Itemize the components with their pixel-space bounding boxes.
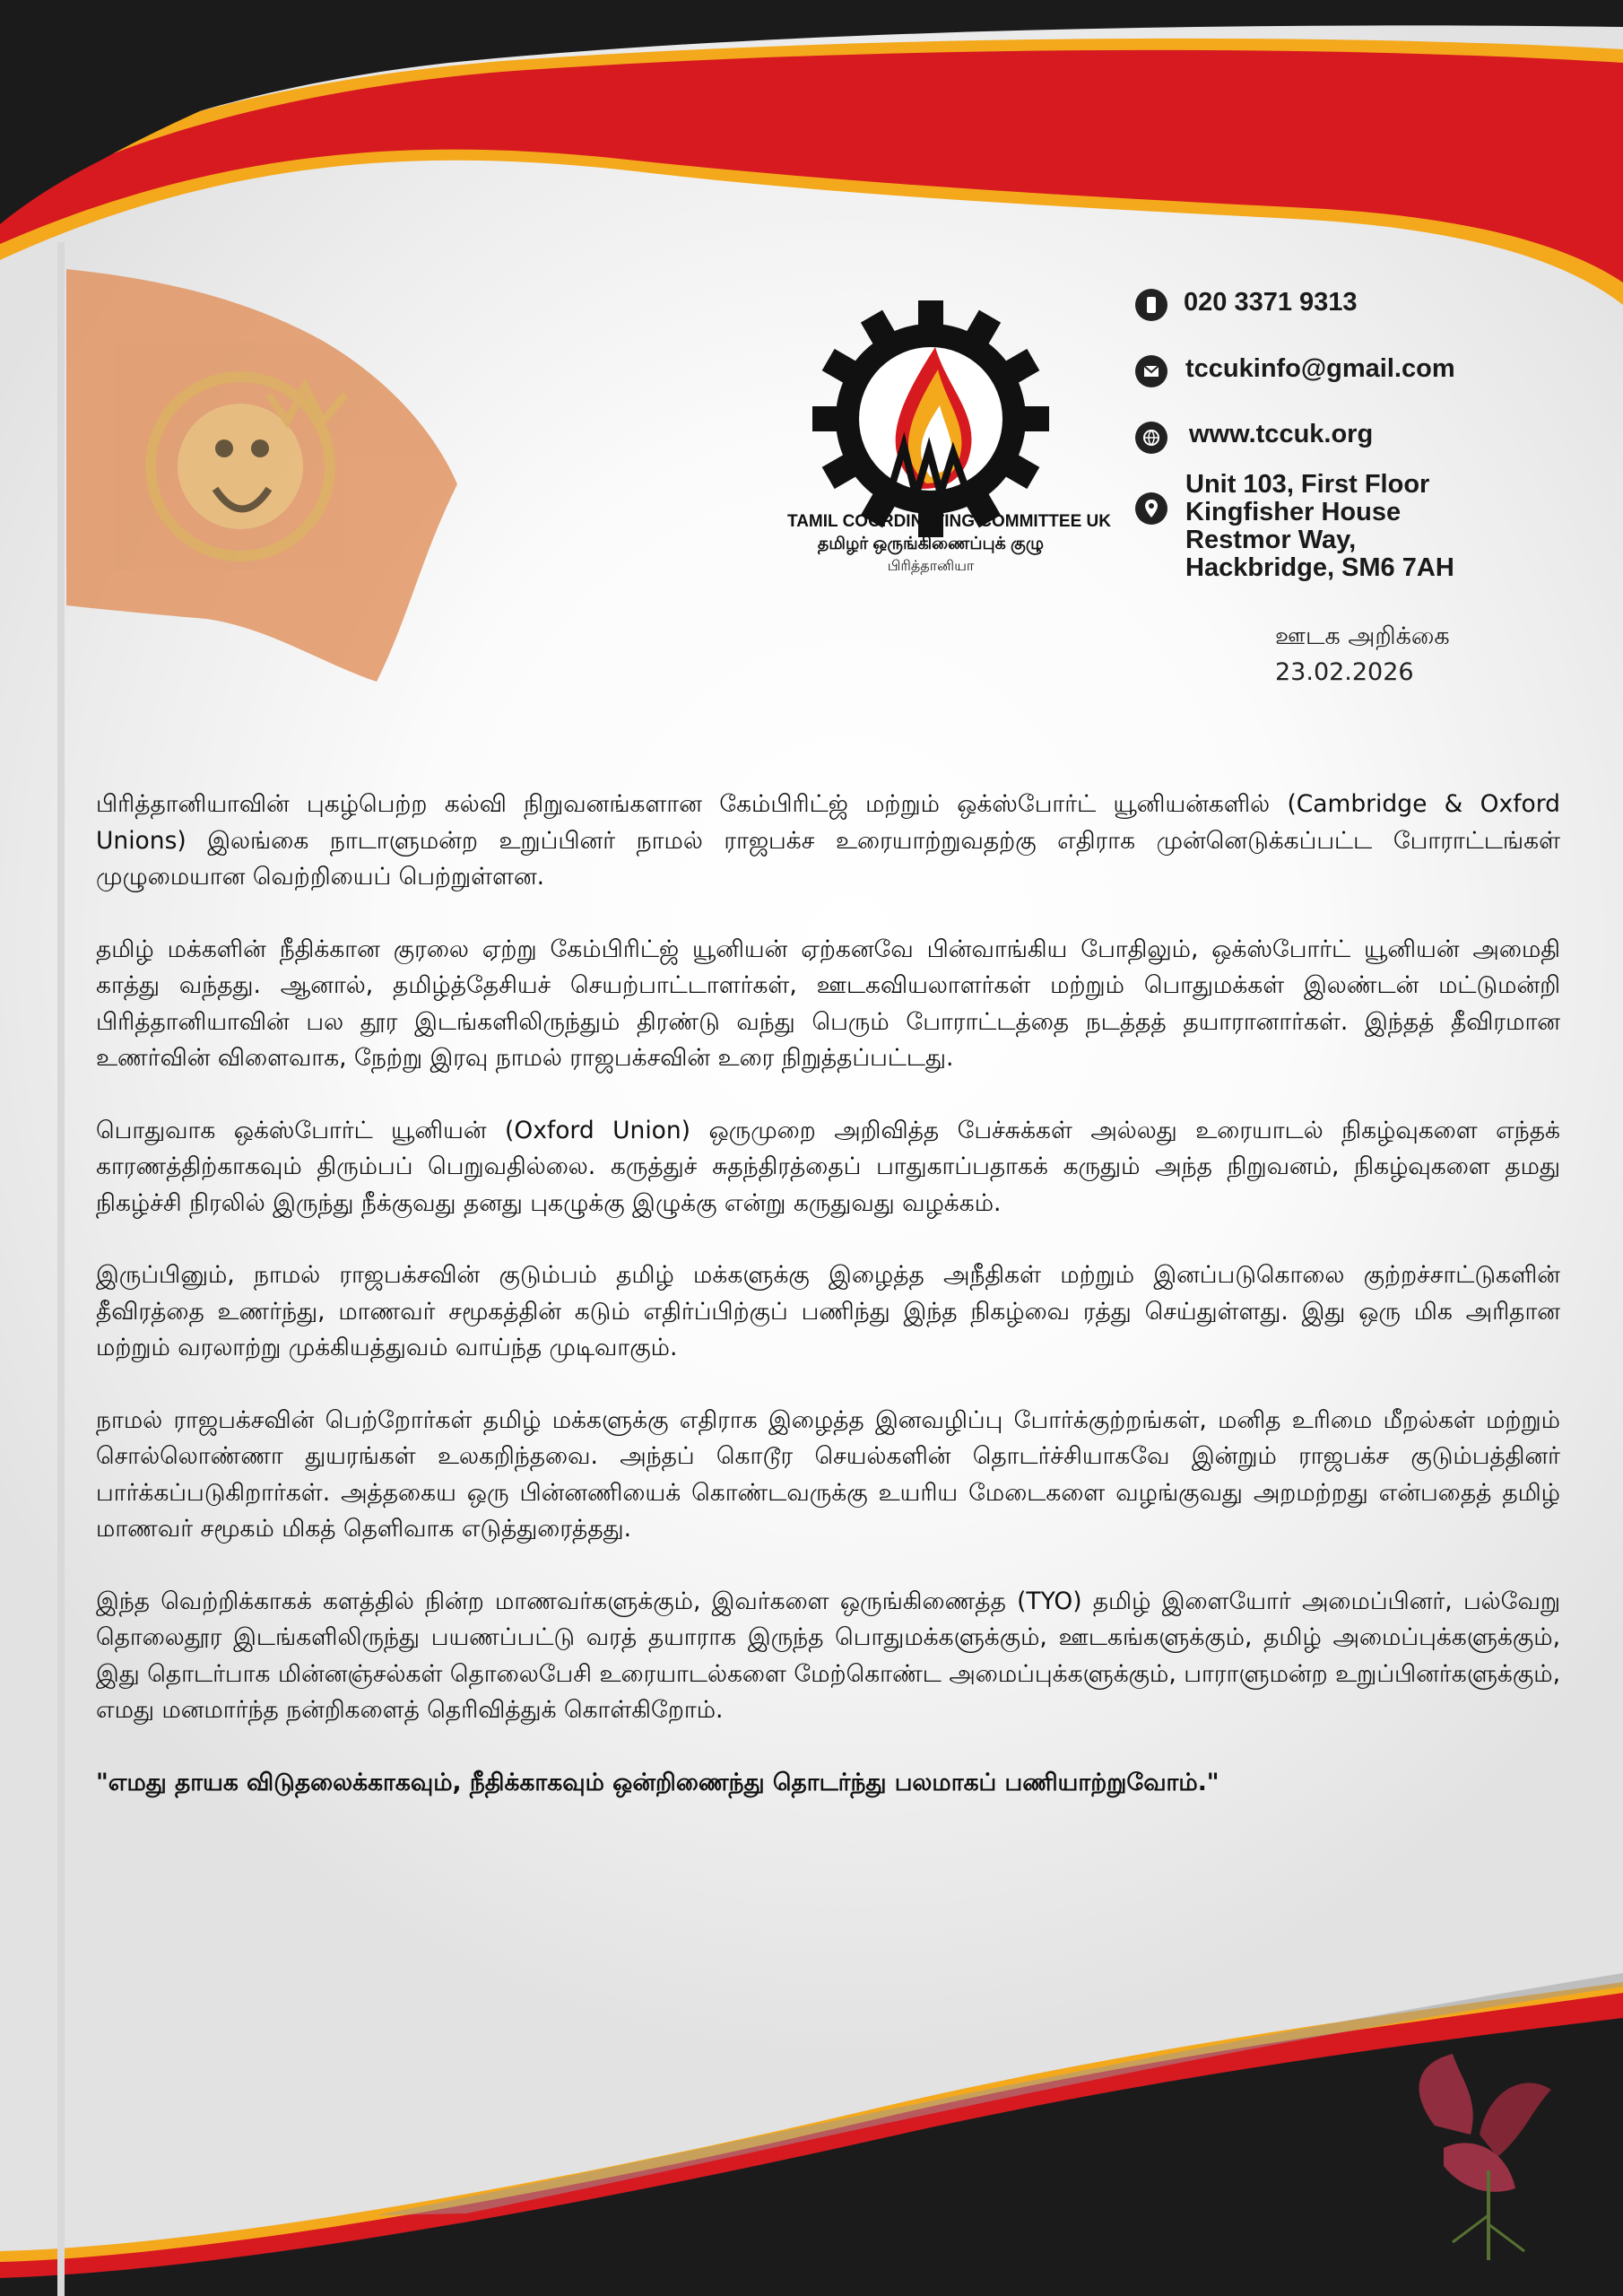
- paragraph: இந்த வெற்றிக்காகக் களத்தில் நின்ற மாணவர்களுக்கும், இவர்களை ஒருங்கிணைத்த (TYO) தமிழ் இளையோர் அமைப்பினர், பல்வேறு தொலைதூர இடங்களிலிருந்து பயணப்பட்டு வரத் தயாராக இருந்த பொதுமக்களுக்கும், ஊடகங்களுக்கும், தமிழ் அமைப்புக்களுக்கும், இது தொடர்பாக மின்னஞ்சல்கள் தொலைபேசி உரையாடல்களை மேற்கொண்ட அமைப்புக்களுக்கும், பாராளுமன்ற உறுப்பினர்களுக்கும், எமது மனமார்ந்த நன்றிகளைத் தெரிவித்துக் கொள்கிறோம்.: [96, 1587, 1560, 1724]
- email-icon: [1135, 355, 1167, 387]
- paragraph: பொதுவாக ஒக்ஸ்போர்ட் யூனியன் (Oxford Union) ஒருமுறை அறிவித்த பேச்சுக்கள் அல்லது உரையாடல் நிகழ்வுகளை எந்தக் காரணத்திற்காகவும் திரும்பப் பெறுவதில்லை. கருத்துச் சுதந்திரத்தைப் பாதுகாப்பதாகக் கருதும் அந்த நிறுவனம், நிகழ்வுகளை தமது நிகழ்ச்சி நிரலில் இருந்து நீக்குவது தனது புகழுக்கு இழுக்கு என்று கருதுவது வழக்கம்.: [96, 1116, 1560, 1217]
- location-pin-icon: [1135, 492, 1167, 525]
- postal-address: [1185, 471, 1454, 582]
- press-release-label: ஊடக அறிக்கை: [1275, 622, 1450, 650]
- closing-quote: "எமது தாயக விடுதலைக்காகவும், நீதிக்காகவும் ஒன்றிணைந்து தொடர்ந்து பலமாகப் பணியாற்றுவோம்.": [96, 1768, 1219, 1796]
- flag-pole: [57, 242, 65, 2296]
- phone-icon: [1135, 289, 1167, 321]
- globe-icon: [1135, 422, 1167, 454]
- statement-body: [96, 787, 1560, 1837]
- phone-number[interactable]: 020 3371 9313: [1184, 288, 1358, 317]
- paragraph: பிரித்தானியாவின் புகழ்பெற்ற கல்வி நிறுவனங்களான கேம்பிரிட்ஜ் மற்றும் ஒக்ஸ்போர்ட் யூனியன்களில் (Cambridge & Oxford Unions) இலங்கை நாடாளுமன்ற உறுப்பினர் நாமல் ராஜபக்ச உரையாற்றுவதற்கு எதிராக முன்னெடுக்கப்பட்ட போராட்டங்கள் முழுமையான வெற்றியைப் பெற்றுள்ளன.: [96, 790, 1560, 891]
- address-line: Unit 103, First Floor: [1185, 470, 1430, 499]
- gear-flame-logo: [812, 300, 1049, 537]
- website-link[interactable]: www.tccuk.org: [1189, 420, 1374, 448]
- logo-caption-english: TAMIL COORDINATING COMMITTEE UK: [787, 512, 1111, 531]
- release-date: 23.02.2026: [1275, 658, 1414, 686]
- address-line: Hackbridge, SM6 7AH: [1185, 553, 1454, 582]
- logo-caption-country: பிரித்தானியா: [887, 559, 975, 574]
- tiger-flag: [66, 269, 457, 682]
- email-address[interactable]: tccukinfo@gmail.com: [1185, 354, 1455, 383]
- logo-caption-tamil: தமிழர் ஒருங்கிணைப்புக் குழு: [817, 535, 1045, 553]
- address-line: Restmor Way,: [1185, 526, 1357, 554]
- address-line: Kingfisher House: [1185, 498, 1402, 526]
- paragraph: இருப்பினும், நாமல் ராஜபக்சவின் குடும்பம் தமிழ் மக்களுக்கு இழைத்த அநீதிகள் மற்றும் இனப்படுகொலை குற்றச்சாட்டுகளின் தீவிரத்தை உணர்ந்து, மாணவர் சமூகத்தின் கடும் எதிர்ப்பிற்குப் பணிந்து இந்த நிகழ்வை ரத்து செய்துள்ளது. இது ஒரு மிக அரிதான மற்றும் வரலாற்று முக்கியத்துவம் வாய்ந்த முடிவாகும்.: [96, 1261, 1560, 1361]
- paragraph: நாமல் ராஜபக்சவின் பெற்றோர்கள் தமிழ் மக்களுக்கு எதிராக இழைத்த இனவழிப்பு போர்க்குற்றங்கள், மனித உரிமை மீறல்கள் மற்றும் சொல்லொண்ணா துயரங்கள் உலகறிந்தவை. அந்தப் கொடூர செயல்களின் தொடர்ச்சியாகவே இன்றும் ராஜபக்ச குடும்பத்தினர் பார்க்கப்படுகிறார்கள். அத்தகைய ஒரு பின்னணியைக் கொண்டவருக்கு உயரிய மேடைகளை வழங்குவது அறமற்றது என்பதைத் தமிழ் மாணவர் சமூகம் மிகத் தெளிவாக எடுத்துரைத்தது.: [96, 1405, 1560, 1543]
- press-release-block: [1275, 619, 1450, 691]
- paragraph: தமிழ் மக்களின் நீதிக்கான குரலை ஏற்று கேம்பிரிட்ஜ் யூனியன் ஏற்கனவே பின்வாங்கிய போதிலும், ஒக்ஸ்போர்ட் யூனியன் அமைதி காத்து வந்தது. ஆனால், தமிழ்த்தேசியச் செயற்பாட்டாளர்கள், ஊடகவியலாளர்கள் மற்றும் பொதுமக்கள் இலண்டன் மட்டுமன்றி பிரித்தானியாவின் பல தூர இடங்களிலிருந்தும் திரண்டு வந்து பெரும் போராட்டத்தை நடத்தத் தயாரானார்கள். இந்தத் தீவிரமான உணர்வின் விளைவாக, நேற்று இரவு நாமல் ராஜபக்சவின் உரை நிறுத்தப்பட்டது.: [96, 935, 1560, 1072]
